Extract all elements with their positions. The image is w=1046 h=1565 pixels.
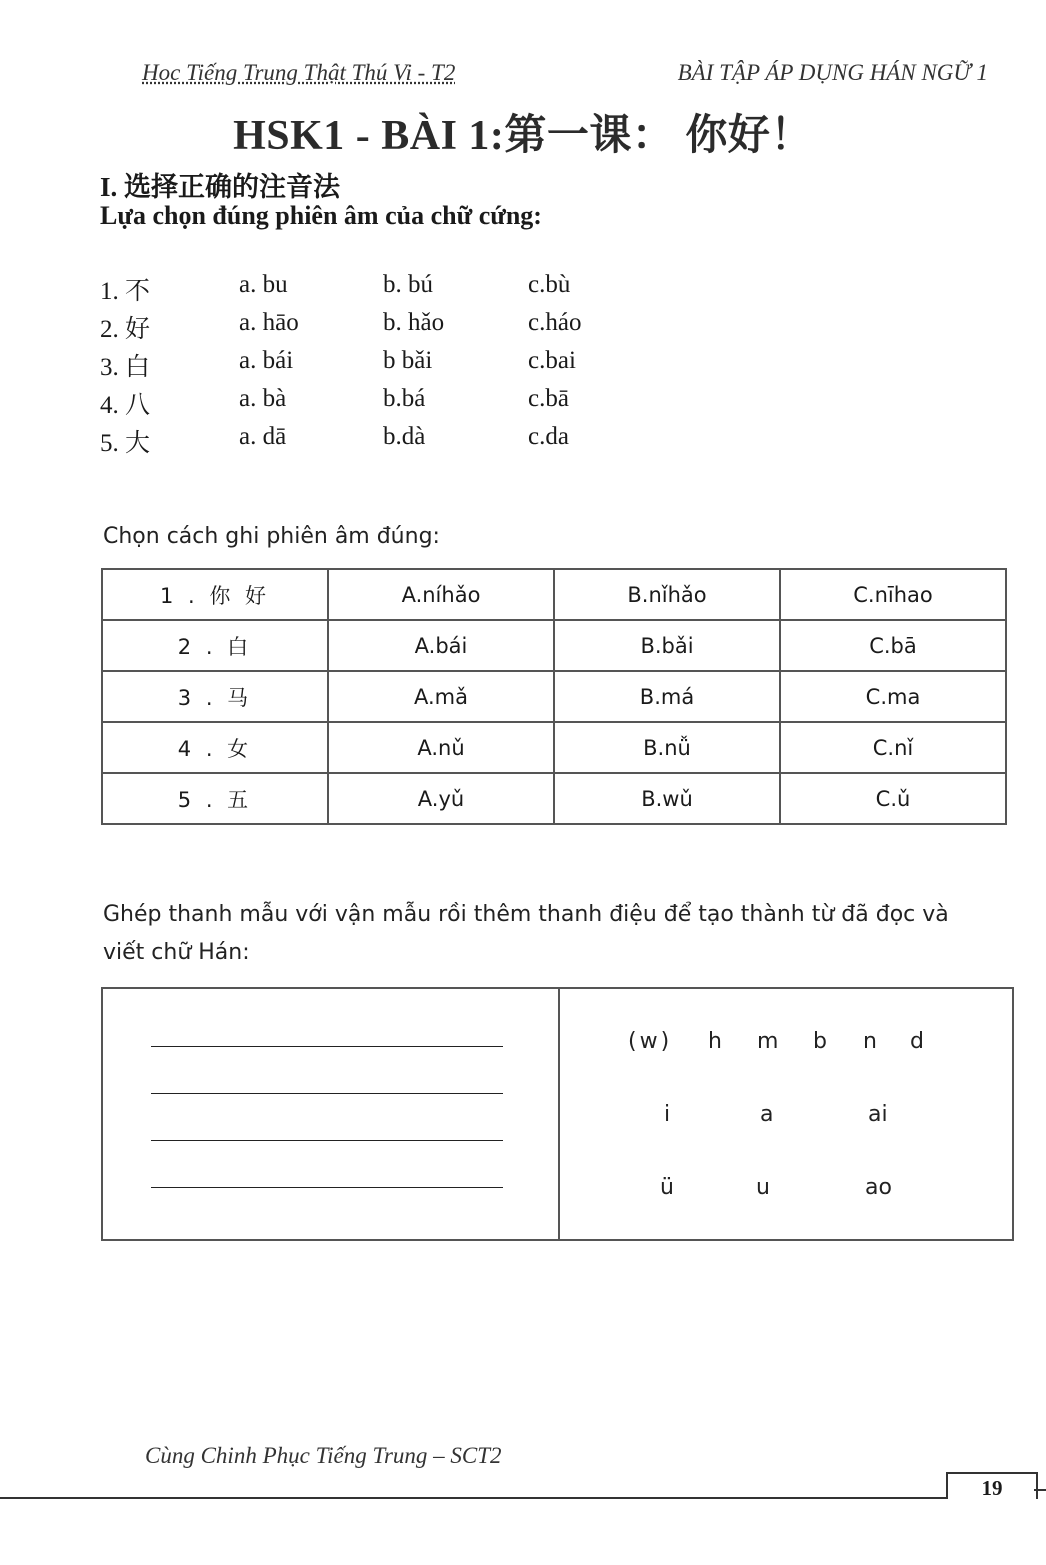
table-cell-option-b: B.má [554,671,780,722]
question-number: 5. 大 [100,430,151,457]
table-cell-word: 1 . 你 好 [102,569,328,620]
table-cell-option-b: B.wǔ [554,773,780,824]
pinyin-choice-table [101,568,1007,825]
option-a: a. bái [239,347,294,374]
table-cell-option-a: A.bái [328,620,554,671]
table-cell-option-a: A.yǔ [328,773,554,824]
footer-text: Cùng Chinh Phục Tiếng Trung – SCT2 [145,1443,502,1468]
section1-heading-cn: I. 选择正确的注音法 [100,172,341,202]
page-number-box [946,1472,1038,1499]
page-title: HSK1 - BÀI 1:第一课： 你好！ [233,113,813,159]
table-cell-option-b: B.nǐhǎo [554,569,780,620]
phonetics-box [558,987,1014,1241]
table-cell-word: 5 . 五 [102,773,328,824]
table-cell-word: 2 . 白 [102,620,328,671]
option-c: c.da [528,423,569,450]
option-b: b.dà [383,423,426,450]
option-a: a. bà [239,385,287,412]
answer-line[interactable] [151,1093,503,1094]
page-number: 19 [981,1476,1003,1500]
question-row [100,271,660,309]
table-row [102,569,1006,620]
table-cell-option-c: C.ǔ [780,773,1006,824]
table-row [102,620,1006,671]
option-c: c.bā [528,385,569,412]
question-number: 1. 不 [100,278,151,305]
final: ao [865,1175,892,1200]
option-c: c.bai [528,347,576,374]
table-row [102,671,1006,722]
section3-instruction-line2: viết chữ Hán: [103,940,250,965]
initial: d [910,1029,924,1054]
initial: b [813,1029,827,1054]
initial: n [863,1029,877,1054]
question-row [100,347,660,385]
table-cell-word: 4 . 女 [102,722,328,773]
option-c: c.bù [528,271,571,298]
option-c: c.háo [528,309,582,336]
question-row [100,423,660,461]
table-cell-option-c: C.nīhao [780,569,1006,620]
footer-divider [0,1497,946,1499]
question-number: 4. 八 [100,392,151,419]
final: ai [868,1102,888,1127]
answer-line[interactable] [151,1140,503,1141]
table-cell-option-b: B.nǚ [554,722,780,773]
table-cell-option-c: C.nǐ [780,722,1006,773]
option-b: b bǎi [383,347,433,374]
question-row [100,309,660,347]
table-cell-option-a: A.níhǎo [328,569,554,620]
table-cell-option-b: B.bǎi [554,620,780,671]
table-cell-word: 3 . 马 [102,671,328,722]
initial: (w) [628,1029,673,1054]
option-a: a. hāo [239,309,299,336]
header-left-title: Hoc Tiếng Trung Thật Thú Vi - T2 [142,60,456,85]
table-cell-option-a: A.mǎ [328,671,554,722]
section1-heading-vn: Lựa chọn đúng phiên âm của chữ cứng: [100,201,542,230]
option-b: b. hǎo [383,309,445,336]
option-b: b. bú [383,271,433,298]
table-cell-option-a: A.nǔ [328,722,554,773]
question-number: 3. 白 [100,354,151,381]
final: ü [660,1175,674,1200]
section2-instruction: Chọn cách ghi phiên âm đúng: [103,524,440,549]
section3-instruction-line1: Ghép thanh mẫu với vận mẫu rồi thêm thanh điệu để tạo thành từ đã đọc và [103,902,949,927]
option-b: b.bá [383,385,426,412]
option-a: a. bu [239,271,288,298]
initial: m [757,1029,779,1054]
question-number: 2. 好 [100,316,151,343]
final: u [756,1175,770,1200]
final: i [664,1102,671,1127]
header-right-title: BÀI TẬP ÁP DỤNG HÁN NGỮ 1 [677,60,988,85]
footer-divider-tail [1034,1489,1046,1491]
table-cell-option-c: C.ma [780,671,1006,722]
option-a: a. dā [239,423,287,450]
table-row [102,722,1006,773]
initial: h [708,1029,722,1054]
table-cell-option-c: C.bā [780,620,1006,671]
final: a [760,1102,774,1127]
table-row [102,773,1006,824]
answer-box [101,987,560,1241]
answer-line[interactable] [151,1187,503,1188]
question-row [100,385,660,423]
answer-line[interactable] [151,1046,503,1047]
